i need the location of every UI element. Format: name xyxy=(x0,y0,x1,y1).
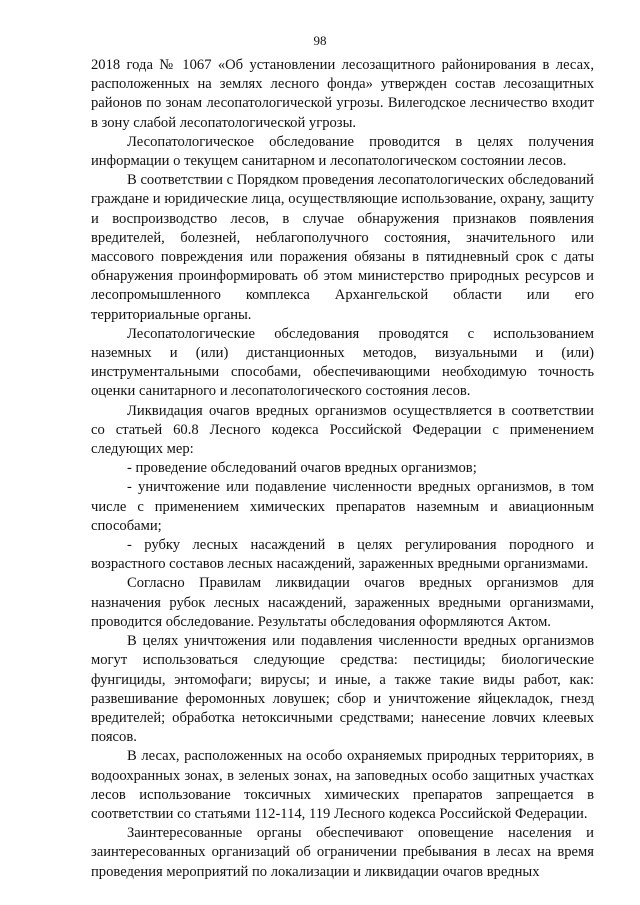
paragraph-reporting-obligation: В соответствии с Порядком проведения лесопатологических обследований граждане и юридические лица, осуществляющие использование, охрану, защиту и воспроизводство лесов, в случае обнаружения признаков появления вредителей, болезней, неблагополучного состояния, значительного или массового повреждения или поражения обязаны в пятидневный срок с даты обнаружения проинформировать об этом министерство природных ресурсов и лесопромышленного комплекса Архангельской области или его территориальные органы. xyxy=(91,172,594,323)
paragraph-protected-areas: В лесах, расположенных на особо охраняемых природных территориях, в водоохранных зонах, в зеленых зонах, на заповедных особо защитных участках лесов использование токсичных химических препаратов запрещается в соответствии со статьями 112-114, 119 Лесного кодекса Российской Федерации. xyxy=(91,748,594,822)
page-number: 98 xyxy=(313,33,327,48)
paragraph-public-notice: Заинтересованные органы обеспечивают оповещение населения и заинтересованных организаций об ограничении пребывания в лесах на время проведения мероприятий по локализации и ликвидации очагов вредных xyxy=(91,825,594,880)
paragraph-control-means: В целях уничтожения или подавления численности вредных организмов могут использоваться следующие средства: пестициды; биологические фунгициды, энтомофаги; вирусы; и иные, а также такие виды работ, как: развешивание феромонных ловушек; сбор и уничтожение яйцекладок, гнезд вредителей; обработка нетоксичными средствами; нанесение ловчих клеевых поясов. xyxy=(91,633,594,746)
list-item-surveys: - проведение обследований очагов вредных организмов; xyxy=(127,460,477,477)
list-item-suppression: - уничтожение или подавление численности вредных организмов, в том числе с применением химических препаратов наземным и авиационным способами; xyxy=(91,479,594,534)
list-item-felling: - рубку лесных насаждений в целях регулирования породного и возрастного составов лесных насаждений, зараженных вредными организмами. xyxy=(91,537,594,573)
paragraph-felling-survey: Согласно Правилам ликвидации очагов вредных организмов для назначения рубок лесных насаждений, зараженных вредными организмами, проводится обследование. Результаты обследования оформляются Актом. xyxy=(91,575,594,630)
document-body xyxy=(91,56,594,882)
paragraph-liquidation-measures: Ликвидация очагов вредных организмов осуществляется в соответствии со статьей 60.8 Лесного кодекса Российской Федерации с применением следующих мер: xyxy=(91,402,594,458)
paragraph-continuation: 2018 года № 1067 «Об установлении лесозащитного районирования в лесах, расположенных на землях лесного фонда» утвержден состав лесозащитных районов по зонам лесопатологической угрозы. Вилегодское лесничество входит в зону слабой лесопатологической угрозы. xyxy=(91,57,594,131)
paragraph-survey-methods: Лесопатологические обследования проводятся с использованием наземных и (или) дистанционных методов, визуальными и (или) инструментальными способами, обеспечивающими необходимую точность оценки санитарного и лесопатологического состояния лесов. xyxy=(91,325,594,400)
paragraph-survey-purpose: Лесопатологическое обследование проводится в целях получения информации о текущем санитарном и лесопатологическом состоянии лесов. xyxy=(91,133,594,170)
